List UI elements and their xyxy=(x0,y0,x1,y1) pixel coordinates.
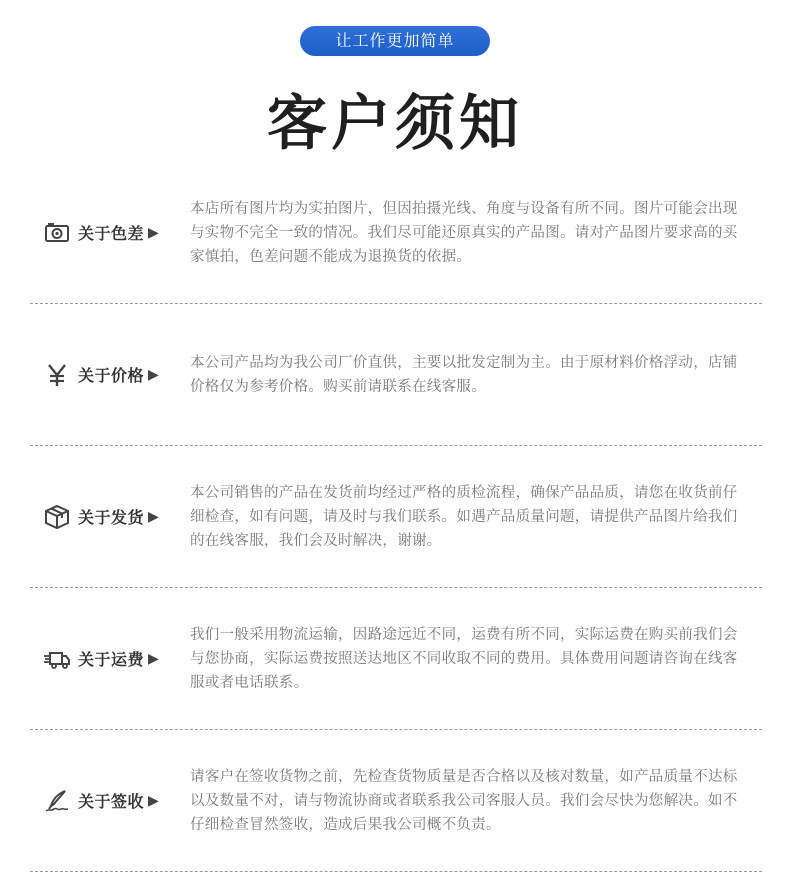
arrow-right-icon: ▶ xyxy=(148,508,159,525)
section-description-text: 本公司销售的产品在发货前均经过严格的质检流程，确保产品品质，请您在收货前仔细检查，如有问题，请及时与我们联系。如遇产品质量问题，请提供产品图片给我们的在线客服，我们会及时解决，谢谢。 xyxy=(190,484,738,549)
package-icon xyxy=(44,504,70,530)
section-description-text: 本公司产品均为我公司厂价直供，主要以批发定制为主。由于原材料价格浮动，店铺价格仅为参考价格。购买前请联系在线客服。 xyxy=(190,354,738,395)
section-description-text: 我们一般采用物流运输，因路途远近不同，运费有所不同，实际运费在购买前我们会与您协商，实际运费按照送达地区不同收取不同的费用。具体费用问题请咨询在线客服或者电话联系。 xyxy=(190,626,738,691)
section-label-text: 关于价格 xyxy=(78,366,145,385)
arrow-right-icon: ▶ xyxy=(148,366,159,383)
truck-icon xyxy=(44,646,70,672)
section-label-text: 关于运费 xyxy=(78,650,145,669)
camera-icon xyxy=(44,220,70,246)
yen-icon xyxy=(44,362,70,388)
section-label-text: 关于色差 xyxy=(78,224,145,243)
notice-section-price xyxy=(30,304,762,446)
tagline-badge: 让工作更加简单 xyxy=(300,26,490,56)
section-label-text: 关于签收 xyxy=(78,792,145,811)
section-description-text: 本店所有图片均为实拍图片，但因拍摄光线、角度与设备有所不同。图片可能会出现与实物不完全一致的情况。我们尽可能还原真实的产品图。请对产品图片要求高的买家慎拍，色差问题不能成为退换货的依据。 xyxy=(190,200,738,265)
section-label xyxy=(44,730,159,871)
section-label xyxy=(44,304,159,445)
section-description xyxy=(190,304,750,445)
arrow-right-icon: ▶ xyxy=(148,792,159,809)
arrow-right-icon: ▶ xyxy=(148,224,159,241)
notice-section-receipt xyxy=(30,730,762,872)
notice-section-color xyxy=(30,162,762,304)
page-title: 客户须知 xyxy=(267,89,523,159)
arrow-right-icon: ▶ xyxy=(148,650,159,667)
section-description-text: 请客户在签收货物之前，先检查货物质量是否合格以及核对数量，如产品质量不达标以及数量不对，请与物流协商或者联系我公司客服人员。我们会尽快为您解决。如不仔细检查冒然签收，造成后果我公司概不负责。 xyxy=(190,768,738,833)
section-description xyxy=(190,446,750,587)
section-description xyxy=(190,730,750,871)
notice-section-shipping xyxy=(30,446,762,588)
section-description xyxy=(190,588,750,729)
notice-section-freight xyxy=(30,588,762,730)
section-label xyxy=(44,588,159,729)
section-description xyxy=(190,162,750,303)
section-label-text: 关于发货 xyxy=(78,508,145,527)
section-label xyxy=(44,162,159,303)
section-label xyxy=(44,446,159,587)
signature-pen-icon xyxy=(44,788,70,814)
